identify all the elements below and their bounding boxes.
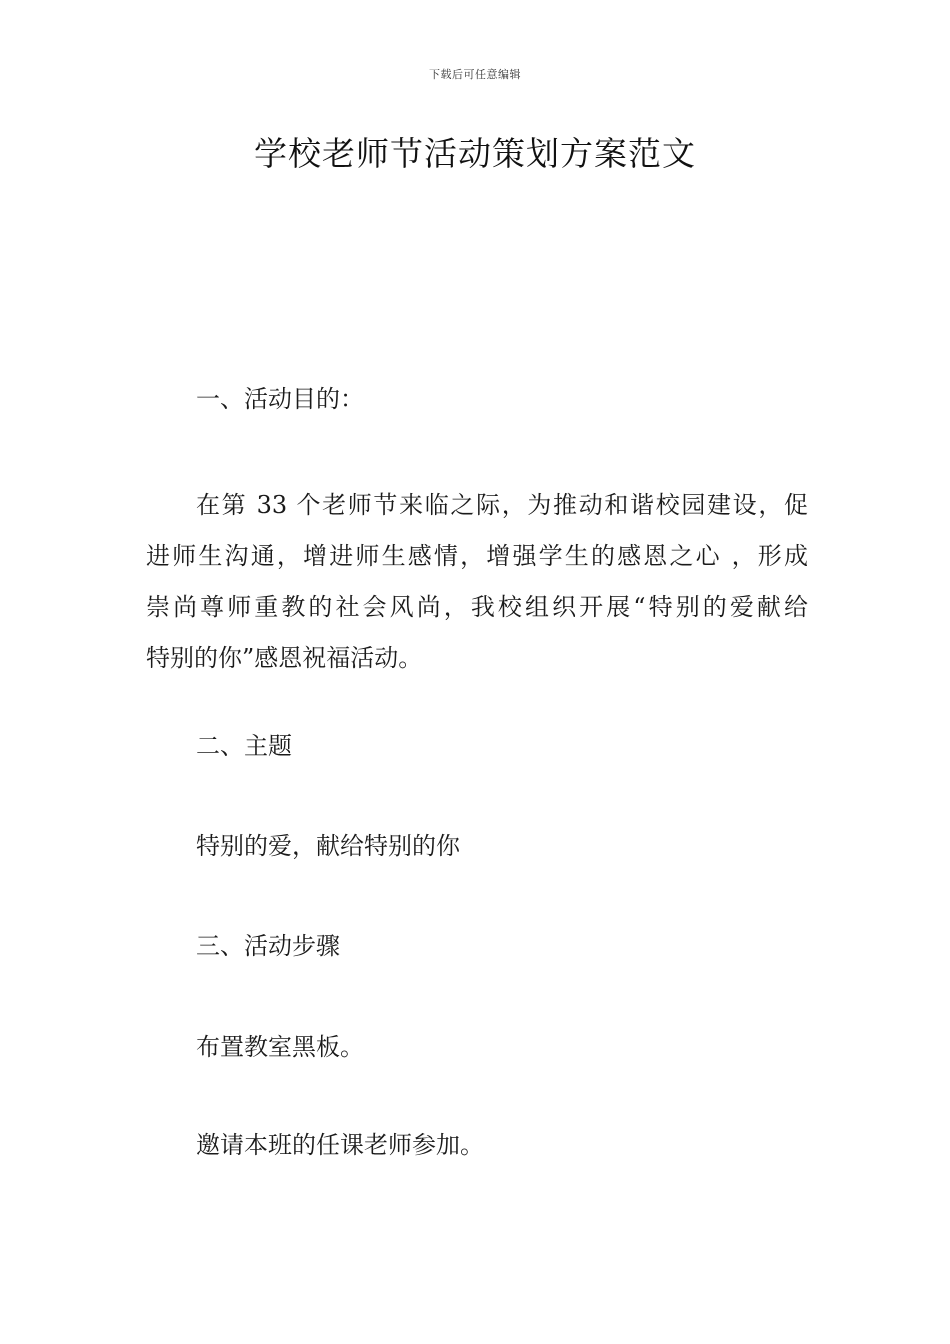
section-heading-theme: 二、主题 xyxy=(196,732,292,760)
paragraph-line: 特别的你”感恩祝福活动。 xyxy=(146,644,423,672)
paragraph-line: 崇尚尊师重教的社会风尚，我校组织开展“特别的爱献给 xyxy=(146,593,808,621)
document-title: 学校老师节活动策划方案范文 xyxy=(254,134,696,173)
paragraph-line: 在第 33 个老师节来临之际，为推动和谐校园建设，促 xyxy=(196,491,808,519)
theme-content: 特别的爱，献给特别的你 xyxy=(196,832,460,860)
section-heading-purpose: 一、活动目的： xyxy=(196,385,364,413)
step-item: 布置教室黑板。 xyxy=(196,1033,364,1061)
header-note: 下载后可任意编辑 xyxy=(429,68,521,81)
purpose-paragraph xyxy=(146,480,808,684)
section-heading-steps: 三、活动步骤 xyxy=(196,932,340,960)
paragraph-line: 进师生沟通，增进师生感情，增强学生的感恩之心 ，形成 xyxy=(146,542,808,570)
step-item: 邀请本班的任课老师参加。 xyxy=(196,1131,484,1159)
